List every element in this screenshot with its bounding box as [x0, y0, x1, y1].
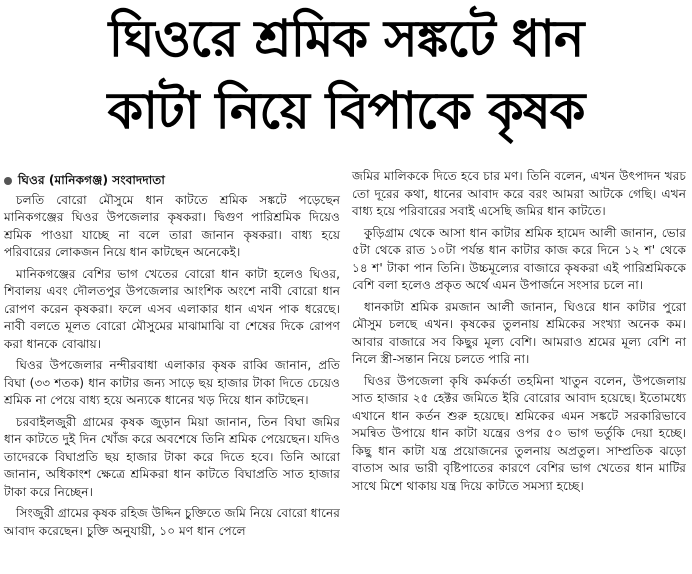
paragraph: সিংজুরী গ্রামের কৃষক রহিজ উদ্দিন চুক্তিতে জমি নিয়ে বোরো ধানের আবাদ করেছেন। চুক্তি অনুযায়ী, ১০ মণ ধান পেলে [4, 506, 340, 538]
article-column-left [4, 172, 340, 544]
dateline-text: ঘিওর (মানিকগঞ্জ) সংবাদদাতা [18, 173, 165, 187]
paragraph: ঘিওর উপজেলা কৃষি কর্মকর্তা তহমিনা খাতুন বলেন, উপজেলায় সাত হাজার ২৫ হেক্টর জমিতে ইরি বোরোর আবাদ হয়েছে। ইতোমধ্যে এখানে ধান কর্তন শুরু হয়েছে। শ্রমিকের এমন সঙ্কটে সরকারিভাবে সমন্বিত উপায়ে ধান কাটা যন্ত্রের ওপর ৫০ ভাগ ভর্তুকি দেয়া হচ্ছে। কিছু ধান কাটা যন্ত্র প্রয়োজনের তুলনায় অপ্রতুল। সাম্প্রতিক ঝড়ো বাতাস আর ভারী বৃষ্টিপাতের কারণে বেশির ভাগ খেতের ধান মাটির সাথে মিশে থাকায় যন্ত্র দিয়ে কাটতে সমস্যা হচ্ছে। [352, 373, 686, 493]
paragraph: ধানকাটা শ্রমিক রমজান আলী জানান, ঘিওরে ধান কাটার পুরো মৌসুম চলছে এখন। কৃষকের তুলনায় শ্রমিকের সংখ্যা অনেক কম। আবার বাজারে সব কিছুর মূল্য বেশি। আমরাও শ্রমের মূল্য বেশি না নিলে স্ত্রী-সন্তান নিয়ে চলতে পারি না। [352, 299, 686, 366]
paragraph: ঘিওর উপজেলার নন্দীরবাধা এলাকার কৃষক রাব্বি জানান, প্রতি বিঘা (৩৩ শতক) ধান কাটার জন্য সাড়ে ছয় হাজার টাকা দিতে চেয়েও শ্রমিক না পেয়ে বাধ্য হয়ে অন্যকে ধানের খড় দিয়ে ধান কাটছেন। [4, 358, 340, 407]
headline-line-2: কাটা নিয়ে বিপাকে কৃষক [107, 82, 585, 141]
paragraph: মানিকগঞ্জের বেশির ভাগ খেতের বোরো ধান কাটা হলেও ঘিওর, শিবালয় এবং দৌলতপুর উপজেলার আংশিক অংশে নাবী বোরো ধান রোপণ করেন কৃষকরা। ফলে এসব এলাকার ধান এখন পাক ধরেছে। নাবী বলতে মূলত বোরো মৌসুমের মাঝামাঝি বা শেষের দিকে রোপণ করা ধানকে বোঝায়। [4, 266, 340, 351]
paragraph: চরবাইলজুরী গ্রামের কৃষক জুড়ান মিয়া জানান, তিন বিঘা জমির ধান কাটতে দুই দিন খোঁজ করে অবশেষে তিনি শ্রমিক পেয়েছেন। যদিও তাদেরকে বিঘাপ্রতি ছয় হাজার টাকা করে দিতে হবে। তিনি আরো জানান, অধিকাংশ ক্ষেত্রে শ্রমিকরা ধান কাটতে বিঘাপ্রতি সাত হাজার টাকা করে নিচ্ছেন। [4, 414, 340, 499]
dateline [4, 172, 340, 190]
bullet-icon [4, 177, 12, 185]
paragraph: জমির মালিককে দিতে হবে চার মণ। তিনি বলেন, এখন উৎপাদন খরচ তো দূরের কথা, ধানের আবাদ করে বরং আমরা আটকে গেছি। এখন বাধ্য হয়ে পরিবারের সবাই এসেছি জমির ধান কাটতে। [352, 169, 686, 218]
paragraph: চলতি বোরো মৌসুমে ধান কাটতে শ্রমিক সঙ্কটে পড়েছেন মানিকগঞ্জের ঘিওর উপজেলার কৃষকরা। দ্বিগুণ পারিশ্রমিক দিয়েও শ্রমিক পাওয়া যাচ্ছে না বলে তারা জানান কৃষকরা। বাধ্য হয়ে পরিবারের লোকজন নিয়ে ধান কাটছেন অনেকেই। [4, 192, 340, 259]
article-column-right [352, 168, 686, 499]
headline [0, 4, 692, 148]
paragraph: কুড়িগ্রাম থেকে আসা ধান কাটার শ্রমিক হামেদ আলী জানান, ভোর ৫টা থেকে রাত ১০টা পর্যন্ত ধান কাটার কাজ করে দিনে ১২ শ' থেকে ১৪ শ' টাকা পান তিনি। উচ্চমূল্যের বাজারে কৃষকরা এই পারিশ্রমিককে বেশি বলা হলেও প্রকৃত অর্থে এমন উপার্জনে সংসার চলে না। [352, 225, 686, 292]
headline-line-1: ঘিওরে শ্রমিক সঙ্কটে ধান [108, 10, 584, 69]
